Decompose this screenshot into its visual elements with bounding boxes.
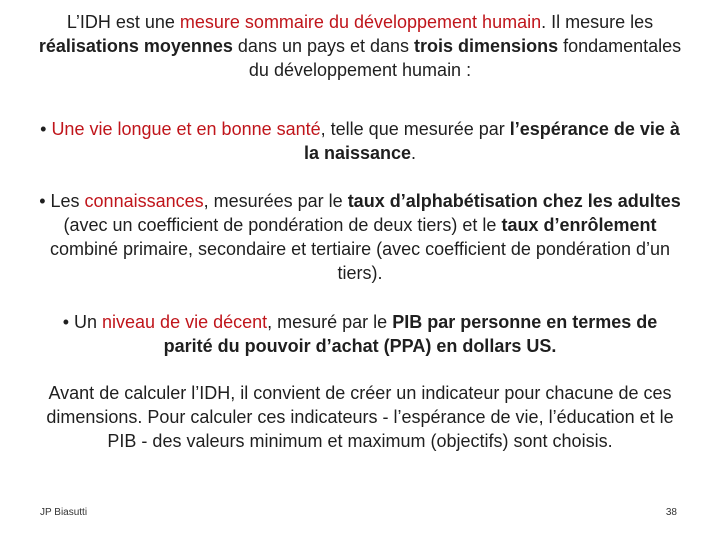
intro-text: L’IDH est une	[66, 12, 180, 32]
bullet-emphasis: PIB par personne en termes de parité du pouvoir d’achat (PPA) en dollars US.	[163, 312, 658, 356]
bullet-living-standard	[36, 310, 684, 358]
bullet-text: , telle que mesurée par	[320, 119, 510, 139]
intro-text: dans un pays et dans	[232, 36, 415, 56]
intro-text: . Il mesure les	[541, 12, 654, 32]
bullet-emphasis: taux d’alphabétisation chez les adultes	[347, 191, 681, 211]
bullet-text: .	[411, 143, 417, 163]
intro-text: fondamentales du développement humain :	[248, 36, 682, 80]
closing-paragraph: Avant de calculer l’IDH, il convient de créer un indicateur pour chacune de ces dimensions. Pour calculer ces indicateurs - l’espérance de vie, l’éducation et le PIB - des valeurs minimum et maximum (objectifs) sont choisis.	[46, 383, 674, 451]
bullet-marker: • Un	[62, 312, 103, 332]
page-number: 38	[665, 507, 677, 518]
intro-paragraph	[36, 10, 684, 82]
bullet-text: combiné primaire, secondaire et tertiaire (avec coefficient de pondération d’un tiers).	[49, 239, 670, 283]
intro-emphasis: trois dimensions	[414, 36, 559, 56]
bullet-health	[36, 117, 684, 165]
bullet-highlight: connaissances	[84, 191, 204, 211]
bullet-text: (avec un coefficient de pondération de deux tiers) et le	[63, 215, 502, 235]
bullet-marker: • Les	[39, 191, 85, 211]
intro-highlight: mesure sommaire du développement humain	[179, 12, 542, 32]
bullet-highlight: Une vie longue et en bonne santé	[51, 119, 321, 139]
bullet-emphasis: taux d’enrôlement	[501, 215, 657, 235]
footer-author: JP Biasutti	[40, 507, 88, 518]
bullet-knowledge	[36, 189, 684, 285]
bullet-marker: •	[40, 119, 52, 139]
intro-emphasis: réalisations moyennes	[38, 36, 233, 56]
bullet-emphasis: l’espérance de vie à la naissance	[303, 119, 680, 163]
bullet-text: , mesurées par le	[203, 191, 348, 211]
bullet-highlight: niveau de vie décent	[102, 312, 268, 332]
bullet-text: , mesuré par le	[267, 312, 393, 332]
